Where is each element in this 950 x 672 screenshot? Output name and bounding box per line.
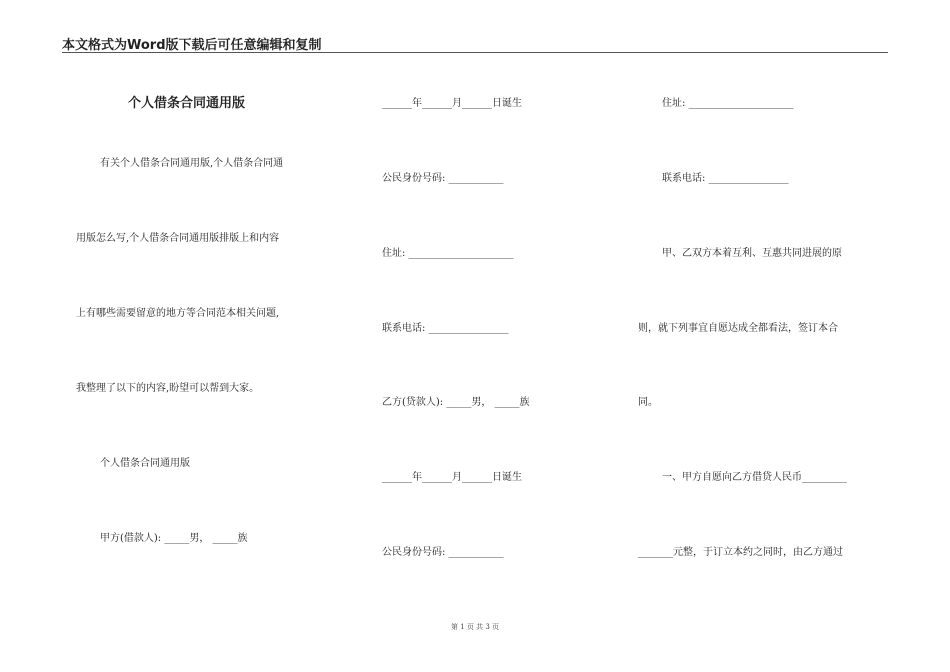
party-a-line: 甲方(借款人): _____男， _____族 [100,533,248,544]
phone-line: 联系电话: ________________ [662,173,789,184]
id-number-line: 公民身份号码: ___________ [382,173,504,184]
body-line: 有关个人借条合同通用版,个人借条合同通 [100,158,284,169]
document-title: 个人借条合同通用版 [128,96,246,111]
body-line: 甲、乙双方本着互利、互惠共同进展的原 [662,248,842,259]
body-line: 我整理了以下的内容,盼望可以帮到大家。 [76,383,260,394]
body-line: 则，就下列事宜自愿达成全都看法，签订本合 [638,323,838,334]
column-right [624,0,884,600]
body-line: 同。 [638,397,658,408]
header-text: 本文格式为Word版下载后可任意编辑和复制 [62,38,322,53]
section-heading: 个人借条合同通用版 [100,458,190,469]
page-number: 第 1 页 共 3 页 [450,623,500,631]
clause-one-line: 一、甲方自愿向乙方借贷人民币_________ [662,472,847,483]
phone-line: 联系电话: ________________ [382,323,509,334]
party-b-line: 乙方(贷款人): _____男， _____族 [382,397,530,408]
birth-date-line: ______年______月______日诞生 [382,472,522,483]
id-number-line: 公民身份号码: ___________ [382,547,504,558]
address-line: 住址: _____________________ [382,248,514,259]
address-line: 住址: _____________________ [662,98,794,109]
body-line: 用版怎么写,个人借条合同通用版排版上和内容 [76,233,280,244]
column-left [62,0,322,600]
clause-one-line: _______元整，于订立本约之同时，由乙方通过 [638,547,843,558]
column-middle [368,0,628,600]
birth-date-line: ______年______月______日诞生 [382,98,522,109]
body-line: 上有哪些需要留意的地方等合同范本相关问题, [76,308,280,319]
